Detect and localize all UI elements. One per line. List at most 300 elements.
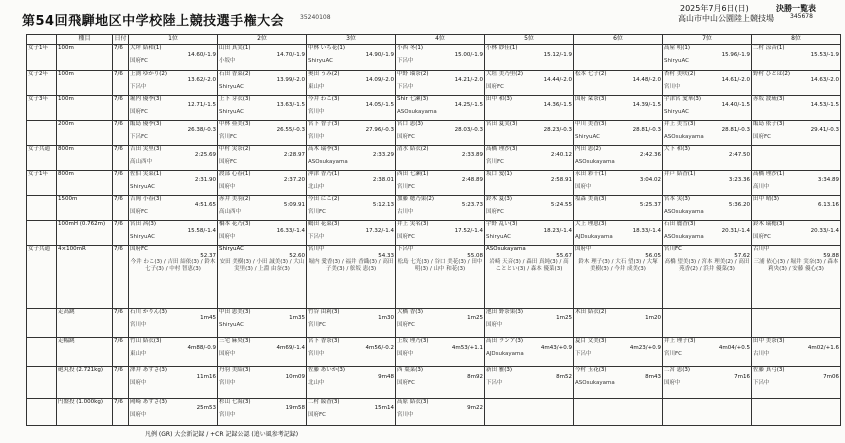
athlete-name: 下呂中 bbox=[397, 246, 414, 253]
result-mark: 14.60/-1.9 bbox=[187, 51, 216, 58]
event-row bbox=[27, 95, 841, 120]
athlete-name: 宮下 香奈(3) bbox=[308, 338, 340, 345]
team-name: ShiryuAC bbox=[219, 108, 245, 115]
place-cell bbox=[129, 367, 218, 398]
team-name: 宮川FC bbox=[486, 158, 505, 165]
place-cell bbox=[218, 195, 307, 220]
athlete-name: 宮川FC bbox=[664, 246, 683, 253]
team-name: 国府FC bbox=[753, 234, 772, 240]
athlete-name: 二村 涼音(1) bbox=[753, 45, 785, 52]
event-name: 走幅跳 bbox=[57, 338, 113, 367]
result-mark: 4m02/+1.6 bbox=[807, 344, 839, 351]
event-group bbox=[27, 120, 57, 145]
meet-code: 35240108 bbox=[300, 14, 331, 21]
athlete-name: 宮口 恵(3) bbox=[397, 120, 424, 127]
place-cell bbox=[129, 195, 218, 220]
result-mark: 9m22 bbox=[467, 405, 483, 412]
place-cell bbox=[307, 398, 396, 425]
place-cell bbox=[574, 338, 663, 367]
event-row bbox=[27, 246, 841, 309]
result-mark: 1m25 bbox=[467, 315, 483, 322]
place-cell bbox=[218, 170, 307, 195]
event-date: 7/6 bbox=[113, 195, 129, 220]
athlete-name: 二村 綾香(3) bbox=[308, 398, 340, 405]
place-cell bbox=[396, 221, 485, 246]
athlete-name: 西田 七瀬(1) bbox=[397, 170, 429, 177]
athlete-name: 中田 恵美(3) bbox=[219, 308, 251, 315]
result-mark: 15.96/-1.9 bbox=[721, 51, 750, 58]
event-row bbox=[27, 195, 841, 220]
result-mark: 59.88 bbox=[823, 252, 839, 259]
column-header: 4位 bbox=[396, 35, 485, 45]
athlete-name: 二宮 恵(3) bbox=[664, 367, 691, 374]
team-name: ASOsukayama bbox=[575, 380, 615, 387]
athlete-name: 丹羽 美結(3) bbox=[219, 367, 251, 374]
result-mark: 9m48 bbox=[378, 373, 394, 380]
result-mark: 3:04.02 bbox=[639, 177, 661, 184]
athlete-name: 今村 玉花(3) bbox=[575, 367, 607, 374]
team-name: 国府中 bbox=[219, 351, 236, 358]
result-mark: 12.71/-1.5 bbox=[187, 102, 216, 109]
result-mark: 2:47.50 bbox=[728, 152, 750, 159]
result-mark: 15m14 bbox=[374, 405, 394, 412]
result-mark: 5:24.55 bbox=[550, 202, 572, 209]
athlete-name: 飯島 依子(3) bbox=[753, 120, 785, 127]
athlete-name: 大垣 美乃里(2) bbox=[486, 70, 524, 77]
place-cell bbox=[574, 95, 663, 120]
place-cell bbox=[129, 221, 218, 246]
column-header: 種目 bbox=[57, 35, 113, 45]
team-name: 下呂中 bbox=[753, 380, 770, 387]
result-mark: 2:33.89 bbox=[461, 152, 483, 159]
athlete-name: 橋本 花乃(3) bbox=[219, 221, 251, 227]
place-cell bbox=[574, 246, 663, 309]
athlete-name: 坂口 愛(1) bbox=[486, 170, 513, 177]
team-name: 高川中 bbox=[753, 183, 770, 190]
place-cell bbox=[396, 170, 485, 195]
result-mark: 52.60 bbox=[289, 252, 305, 259]
result-mark: 27.96/-0.3 bbox=[365, 127, 394, 134]
team-name: 国府中 bbox=[397, 351, 414, 358]
result-mark: 2:58.91 bbox=[550, 177, 572, 184]
team-name: 国府中 bbox=[130, 411, 147, 418]
result-mark: 4:51.65 bbox=[194, 202, 216, 209]
place-cell bbox=[663, 308, 752, 337]
athlete-name: 池田 野奈果(3) bbox=[486, 308, 524, 315]
result-mark: 13.62/-2.0 bbox=[187, 77, 216, 84]
result-mark: 19m58 bbox=[285, 405, 305, 412]
athlete-name: 赤坂 波琉(3) bbox=[753, 95, 785, 102]
place-cell bbox=[574, 367, 663, 398]
column-header: 1位 bbox=[129, 35, 218, 45]
team-name: 国府FC bbox=[130, 108, 149, 115]
athlete-name: 宮川中 bbox=[308, 246, 325, 253]
place-cell bbox=[218, 398, 307, 425]
team-name: 堀内 愛香(3) / 福井 香織(3) / 高田 子美(3) / 舩坂 恵(3) bbox=[308, 259, 394, 272]
event-row bbox=[27, 70, 841, 95]
event-group bbox=[27, 195, 57, 220]
event-date: 7/6 bbox=[113, 367, 129, 398]
place-cell bbox=[663, 338, 752, 367]
team-name: 宮川中 bbox=[664, 83, 681, 90]
event-name: 100m bbox=[57, 95, 113, 120]
team-name: 東山中 bbox=[130, 351, 147, 358]
place-cell bbox=[307, 308, 396, 337]
team-name: 北山中 bbox=[308, 183, 325, 190]
athlete-name: 堀内 優季(3) bbox=[130, 95, 162, 102]
event-group: 女子3年 bbox=[27, 95, 57, 120]
result-mark: 26.38/-0.3 bbox=[187, 127, 216, 134]
result-mark: 4m88/-0.9 bbox=[187, 344, 216, 351]
team-name: 下呂中 bbox=[486, 380, 503, 387]
place-cell bbox=[396, 95, 485, 120]
result-mark: 5:09.91 bbox=[283, 202, 305, 209]
team-name: 国府FC bbox=[219, 158, 238, 165]
team-name: ShiryuAC bbox=[575, 133, 601, 140]
athlete-name: 大上 理恵(3) bbox=[575, 221, 607, 227]
athlete-name: 竹谷 由莉(3) bbox=[308, 308, 340, 315]
team-name: 国府FC bbox=[397, 380, 416, 387]
place-cell bbox=[485, 367, 574, 398]
place-cell bbox=[752, 221, 841, 246]
event-name: 走高跳 bbox=[57, 308, 113, 337]
athlete-name: 上下 芽衣(3) bbox=[219, 95, 251, 102]
event-date: 7/6 bbox=[113, 246, 129, 309]
place-cell bbox=[218, 145, 307, 170]
team-name: 国府中 bbox=[219, 183, 236, 190]
athlete-name: 新田 雅(3) bbox=[486, 367, 513, 374]
athlete-name: 宮田 夏実(3) bbox=[486, 120, 518, 127]
team-name: 宮川中 bbox=[219, 380, 236, 387]
place-cell bbox=[663, 70, 752, 95]
result-mark: 28.03/-0.3 bbox=[454, 127, 483, 134]
athlete-name: 竹山 結衣(3) bbox=[130, 338, 162, 345]
team-name: 下呂FC bbox=[130, 133, 149, 140]
event-name: 200m bbox=[57, 120, 113, 145]
place-cell bbox=[396, 308, 485, 337]
place-cell bbox=[218, 221, 307, 246]
result-mark: 14.36/-1.5 bbox=[543, 102, 572, 109]
event-row bbox=[27, 221, 841, 246]
athlete-name: 鈴木 夏(3) bbox=[486, 195, 513, 202]
place-cell bbox=[752, 170, 841, 195]
team-name: 宮川中 bbox=[219, 411, 236, 418]
athlete-name: 高田 ランア(3) bbox=[486, 338, 524, 345]
column-header: 8位 bbox=[752, 35, 841, 45]
result-mark: 20.31/-1.4 bbox=[721, 227, 750, 234]
team-name: 高山西中 bbox=[130, 158, 153, 165]
athlete-name: 今田 にこ(2) bbox=[308, 195, 340, 202]
athlete-name: 田中 晴(3) bbox=[753, 195, 780, 202]
place-cell bbox=[752, 145, 841, 170]
result-mark: 7m16 bbox=[734, 373, 750, 380]
place-cell bbox=[218, 95, 307, 120]
result-mark: 14.90/-1.9 bbox=[365, 51, 394, 58]
result-mark: 2:37.20 bbox=[283, 177, 305, 184]
team-name: ASOsukayama bbox=[664, 133, 704, 140]
result-mark: 13.63/-1.5 bbox=[276, 102, 305, 109]
place-cell bbox=[485, 308, 574, 337]
result-mark: 2:40.12 bbox=[550, 152, 572, 159]
team-name: 高山西中 bbox=[219, 208, 242, 215]
result-mark: 20.33/-1.4 bbox=[810, 227, 839, 234]
event-date: 7/6 bbox=[113, 45, 129, 70]
team-name: 国府中 bbox=[486, 321, 503, 328]
team-name: 岩崎 天音(3) / 森田 真純(3) / 高 こととい(3) / 森本 優菜(3) bbox=[489, 259, 569, 272]
team-name: 宮川FC bbox=[397, 183, 416, 190]
place-cell bbox=[218, 308, 307, 337]
athlete-name: 佐藤 あいか(3) bbox=[308, 367, 346, 374]
place-cell bbox=[485, 195, 574, 220]
team-name: AJDsukayama bbox=[575, 234, 613, 240]
athlete-name: 国府FC bbox=[130, 246, 149, 253]
athlete-name: 三宅 麻央(3) bbox=[219, 338, 251, 345]
place-cell bbox=[396, 120, 485, 145]
event-name: 円盤投 (1.000kg) bbox=[57, 398, 113, 425]
place-cell bbox=[396, 195, 485, 220]
result-mark: 14.63/-2.0 bbox=[810, 77, 839, 84]
place-cell bbox=[663, 246, 752, 309]
result-mark: 5:23.73 bbox=[461, 202, 483, 209]
event-date: 7/6 bbox=[113, 70, 129, 95]
event-name: 100mH (0.762m) bbox=[57, 221, 113, 246]
team-name: 宮川FC bbox=[664, 351, 683, 358]
team-name: 国府FC bbox=[397, 234, 416, 240]
column-header: 7位 bbox=[663, 35, 752, 45]
result-mark: 1m45 bbox=[200, 315, 216, 322]
athlete-name: 大坪 結和(1) bbox=[130, 45, 162, 52]
result-mark: 52.37 bbox=[200, 252, 216, 259]
athlete-name: 古川中 bbox=[753, 246, 770, 253]
athlete-name: 高木 瑞季(3) bbox=[308, 145, 340, 152]
result-mark: 26.55/-0.3 bbox=[276, 127, 305, 134]
place-cell bbox=[129, 70, 218, 95]
athlete-name: 杉山 七海(3) bbox=[219, 398, 251, 405]
place-cell bbox=[485, 120, 574, 145]
athlete-name: 赤井 美羽(2) bbox=[219, 195, 251, 202]
event-row bbox=[27, 367, 841, 398]
team-name: 国府FC bbox=[486, 208, 505, 215]
document-title: 決勝一覧表 bbox=[776, 4, 816, 13]
event-name: 100m bbox=[57, 70, 113, 95]
event-name: 1500m bbox=[57, 195, 113, 220]
place-cell bbox=[485, 70, 574, 95]
place-cell bbox=[218, 338, 307, 367]
team-name: 下呂中 bbox=[397, 58, 414, 65]
result-mark: 14.61/-2.0 bbox=[721, 77, 750, 84]
athlete-name: 渡部 心春(1) bbox=[219, 170, 251, 177]
place-cell bbox=[752, 195, 841, 220]
page-title: 第54回飛騨地区中学校陸上競技選手権大会 bbox=[22, 14, 285, 29]
result-mark: 17.32/-1.4 bbox=[365, 227, 394, 234]
place-cell bbox=[574, 221, 663, 246]
athlete-name: 松本 七子(2) bbox=[575, 70, 607, 77]
result-mark: 18.23/-1.4 bbox=[543, 227, 572, 234]
athlete-name: 石田 麗香(3) bbox=[664, 221, 696, 227]
team-name: 国府FC bbox=[486, 83, 505, 90]
team-name: 髙橋 望美(3) / 宮本 理美(2) / 高田 苑香(2) / 浜井 優菜(3) bbox=[664, 259, 750, 272]
event-row bbox=[27, 170, 841, 195]
place-cell bbox=[485, 45, 574, 70]
place-cell bbox=[396, 145, 485, 170]
place-cell bbox=[396, 70, 485, 95]
place-cell bbox=[307, 367, 396, 398]
athlete-name: 加藤 穂乃果(2) bbox=[397, 195, 435, 202]
event-name: 4×100mR bbox=[57, 246, 113, 309]
place-cell bbox=[307, 221, 396, 246]
team-name: ShiryuAC bbox=[664, 58, 690, 65]
column-header: 5位 bbox=[485, 35, 574, 45]
team-name: ShiryuAC bbox=[219, 321, 245, 328]
event-row bbox=[27, 120, 841, 145]
athlete-name: 国府中 bbox=[575, 246, 592, 253]
athlete-name: 井上 実名(3) bbox=[397, 221, 429, 227]
group-header bbox=[27, 35, 57, 45]
place-cell bbox=[574, 145, 663, 170]
athlete-name: 杏村 美咲(2) bbox=[664, 70, 696, 77]
athlete-name: 大橋 香(3) bbox=[397, 308, 424, 315]
athlete-name: 国府 栞奈(3) bbox=[575, 95, 607, 102]
result-mark: 14.48/-2.0 bbox=[632, 77, 661, 84]
result-mark: 4m53/+1.1 bbox=[451, 344, 483, 351]
column-header: 6位 bbox=[574, 35, 663, 45]
athlete-name: 鈴木 瑞穂(3) bbox=[753, 221, 785, 227]
result-mark: 15.58/-1.4 bbox=[187, 227, 216, 234]
team-name: 宮川中 bbox=[308, 108, 325, 115]
result-mark: 2:42.36 bbox=[639, 152, 661, 159]
athlete-name: 木田 結衣(2) bbox=[575, 308, 607, 315]
team-name: ShiryuAC bbox=[308, 58, 334, 65]
result-mark: 14.21/-2.0 bbox=[454, 77, 483, 84]
place-cell bbox=[485, 246, 574, 309]
result-mark: 28.81/-0.3 bbox=[721, 127, 750, 134]
team-name: ASOsukayama bbox=[397, 108, 437, 115]
place-cell bbox=[574, 195, 663, 220]
athlete-name: ASOsukayama bbox=[486, 246, 526, 253]
result-mark: 16.33/-1.4 bbox=[276, 227, 305, 234]
result-mark: 4m04/+0.5 bbox=[718, 344, 750, 351]
athlete-name: 鶴田 花菜(3) bbox=[308, 221, 340, 227]
athlete-name: 中村 実奈(2) bbox=[219, 145, 251, 152]
athlete-name: 田中 美奈(3) bbox=[753, 338, 785, 345]
athlete-name: ShiryuAC bbox=[219, 246, 245, 253]
event-group: 女子1年 bbox=[27, 45, 57, 70]
event-name: 800m bbox=[57, 170, 113, 195]
place-cell bbox=[396, 367, 485, 398]
place-cell bbox=[129, 246, 218, 309]
result-mark: 14.53/-1.5 bbox=[810, 102, 839, 109]
event-row bbox=[27, 398, 841, 425]
athlete-name: 内田 恵(2) bbox=[575, 145, 602, 152]
athlete-name: 塩森 美南(3) bbox=[575, 195, 607, 202]
team-name: ShiryuAC bbox=[219, 83, 245, 90]
place-cell bbox=[396, 45, 485, 70]
event-group bbox=[27, 338, 57, 367]
event-group: 女子共通 bbox=[27, 145, 57, 170]
result-mark: 4m69/-1.4 bbox=[276, 344, 305, 351]
athlete-name: 井上 理子(3) bbox=[664, 338, 696, 345]
team-name: 宮川FC bbox=[219, 133, 238, 140]
result-mark: 4m43/+0.9 bbox=[540, 344, 572, 351]
place-cell bbox=[307, 246, 396, 309]
column-header: 2位 bbox=[218, 35, 307, 45]
athlete-name: 中林 いち花(1) bbox=[308, 45, 346, 52]
place-cell bbox=[218, 246, 307, 309]
column-header: 3位 bbox=[307, 35, 396, 45]
place-cell bbox=[574, 70, 663, 95]
event-date: 7/6 bbox=[113, 145, 129, 170]
result-mark: 56.05 bbox=[645, 252, 661, 259]
place-cell bbox=[663, 398, 752, 425]
athlete-name: 石田 香菜(2) bbox=[219, 70, 251, 77]
place-cell bbox=[663, 195, 752, 220]
event-group bbox=[27, 367, 57, 398]
result-mark: 8m43 bbox=[645, 373, 661, 380]
place-cell bbox=[663, 45, 752, 70]
result-mark: 14.44/-2.0 bbox=[543, 77, 572, 84]
team-name: 東山中 bbox=[308, 83, 325, 90]
team-name: 古川中 bbox=[753, 351, 770, 358]
result-mark: 2:31.90 bbox=[194, 177, 216, 184]
event-group bbox=[27, 398, 57, 425]
place-cell bbox=[485, 95, 574, 120]
team-name: ASOsukayama bbox=[575, 158, 615, 165]
result-mark: 3:23.36 bbox=[728, 177, 750, 184]
athlete-name: 夏目 文美(3) bbox=[575, 338, 607, 345]
place-cell bbox=[663, 145, 752, 170]
team-name: 宮川中 bbox=[308, 133, 325, 140]
place-cell bbox=[129, 145, 218, 170]
athlete-name: 小林 紗佳(1) bbox=[486, 45, 518, 52]
result-mark: 4m23/+0.9 bbox=[629, 344, 661, 351]
column-header: 日付 bbox=[113, 35, 129, 45]
result-mark: 14.39/-1.5 bbox=[632, 102, 661, 109]
result-mark: 25m53 bbox=[196, 405, 216, 412]
team-name: AJDsukayama bbox=[486, 351, 524, 358]
event-name: 800m bbox=[57, 145, 113, 170]
result-mark: 28.81/-0.3 bbox=[632, 127, 661, 134]
athlete-name: 小西 冬(1) bbox=[397, 45, 424, 52]
place-cell bbox=[663, 170, 752, 195]
place-cell bbox=[485, 398, 574, 425]
athlete-name: 上坂 理乃(3) bbox=[397, 338, 429, 345]
place-cell bbox=[752, 367, 841, 398]
result-mark: 1m30 bbox=[378, 315, 394, 322]
place-cell bbox=[663, 221, 752, 246]
event-row bbox=[27, 308, 841, 337]
place-cell bbox=[663, 120, 752, 145]
athlete-name: 高屋 明(1) bbox=[664, 45, 691, 52]
team-name: 北山中 bbox=[308, 380, 325, 387]
result-mark: 5:12.13 bbox=[372, 202, 394, 209]
athlete-name: 高橋 理沙(1) bbox=[753, 170, 785, 177]
event-date: 7/6 bbox=[113, 221, 129, 246]
place-cell bbox=[307, 338, 396, 367]
place-cell bbox=[574, 308, 663, 337]
place-cell bbox=[396, 338, 485, 367]
place-cell bbox=[485, 170, 574, 195]
team-name: 宮川中 bbox=[308, 351, 325, 358]
event-group: 女子2年 bbox=[27, 70, 57, 95]
place-cell bbox=[574, 398, 663, 425]
result-mark: 15.12/-1.9 bbox=[543, 51, 572, 58]
event-date: 7/6 bbox=[113, 95, 129, 120]
team-name: 国府FC bbox=[753, 133, 772, 140]
athlete-name: 中川 美香(3) bbox=[575, 120, 607, 127]
athlete-name: 山田 真実(1) bbox=[219, 45, 251, 52]
team-name: 下呂中 bbox=[130, 83, 147, 90]
team-name: 三浦 依心(3) / 堀井 実奈(3) / 森本 莉央(3) / 安藤 優心(3) bbox=[753, 259, 839, 272]
